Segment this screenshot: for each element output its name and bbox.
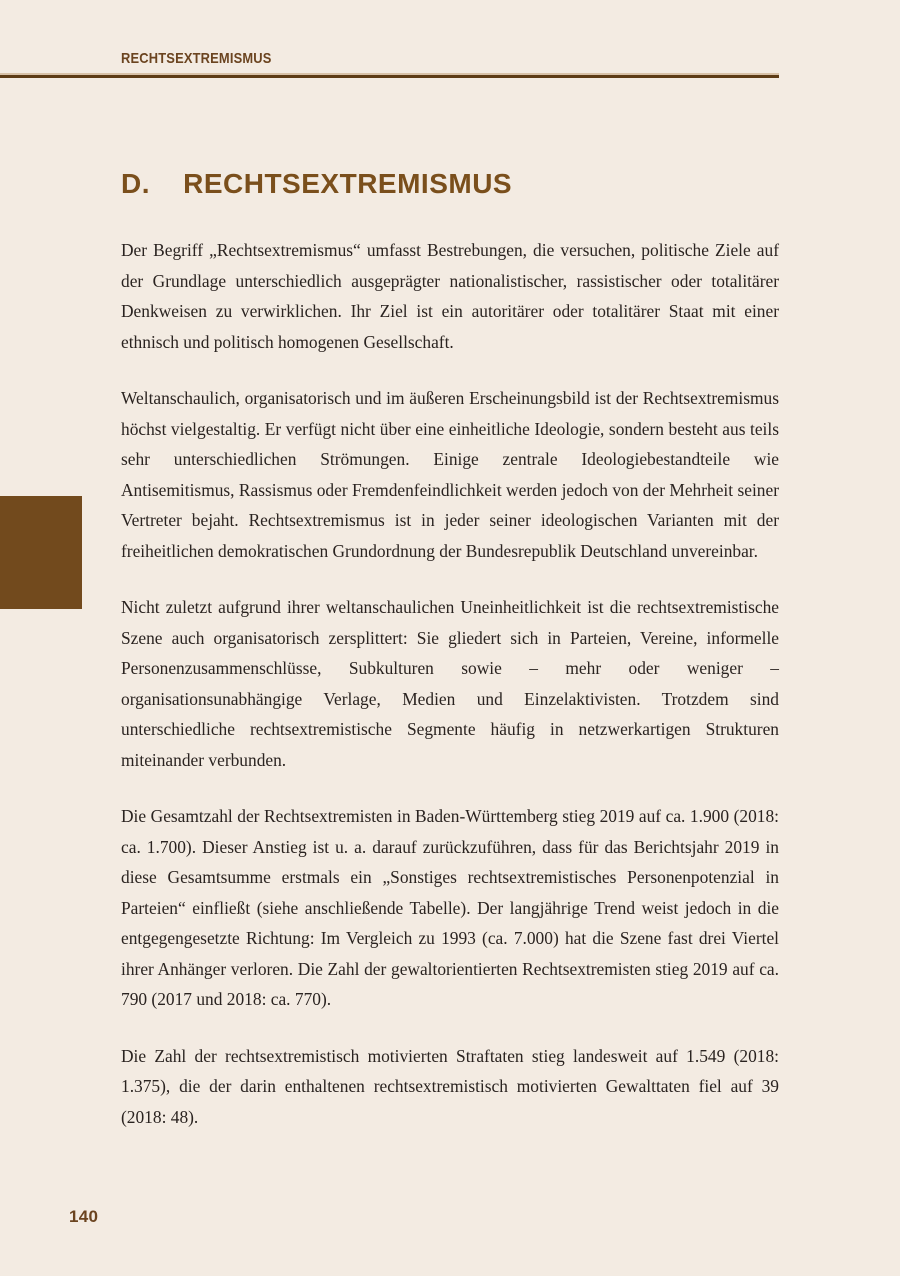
page-number: 140: [69, 1207, 99, 1226]
page-content: [121, 168, 779, 1132]
body-paragraph-5: Die Zahl der rechtsextremistisch motivierten Straftaten stieg landesweit auf 1.549 (2018: 1.375), die der darin enthaltenen rechtsextremistisch motivierten Gewalttaten fiel auf 39 (2018: 48).: [121, 1045, 779, 1127]
header-rule: [0, 75, 779, 78]
section-heading: D. RECHTSEXTREMISMUS: [121, 168, 513, 199]
body-paragraph-1: Der Begriff „Rechtsextremismus“ umfasst Bestrebungen, die versuchen, politische Ziele auf der Grundlage unterschiedlich ausgeprägter nationalistischer, rassistischer oder totalitärer Denkweisen zu verwirklichen. Ihr Ziel ist ein autoritärer oder totalitärer Staat mit einer ethnisch und politisch homogenen Gesellschaft.: [121, 240, 779, 352]
body-paragraph-2: Weltanschaulich, organisatorisch und im äußeren Erscheinungsbild ist der Rechtsextremismus höchst vielgestaltig. Er verfügt nicht über eine einheitliche Ideologie, sondern besteht aus teils sehr unterschiedlichen Strömungen. Einige zentrale Ideologiebestandteile wie Antisemitismus, Rassismus oder Fremdenfeindlichkeit werden jedoch von der Mehrheit seiner Vertreter bejaht. Rechtsextremismus ist in jeder seiner ideologischen Varianten mit der freiheitlichen demokratischen Grundordnung der Bundesrepublik Deutschland unvereinbar.: [121, 388, 779, 561]
chapter-thumb-tab: [0, 496, 82, 609]
running-header: [0, 50, 779, 80]
body-paragraph-3: Nicht zuletzt aufgrund ihrer weltanschaulichen Uneinheitlichkeit ist die rechtsextremistische Szene auch organisatorisch zersplittert: Sie gliedert sich in Parteien, Vereine, informelle Personenzusammenschlüsse, Subkulturen sowie – mehr oder weniger – organisationsunabhängige Verlage, Medien und Einzelaktivisten. Trotzdem sind unterschiedliche rechtsextremistische Segmente häufig in netzwerkartigen Strukturen miteinander verbunden.: [121, 597, 779, 770]
running-header-title: RECHTSEXTREMISMUS: [121, 50, 272, 67]
body-paragraph-4: Die Gesamtzahl der Rechtsextremisten in Baden-Württemberg stieg 2019 auf ca. 1.900 (2018: ca. 1.700). Dieser Anstieg ist u. a. darauf zurückzuführen, dass für das Berichtsjahr 2019 in diese Gesamtsumme erstmals ein „Sonstiges rechtsextremistisches Personenpotenzial in Parteien“ einfließt (siehe anschließende Tabelle). Der langjährige Trend weist jedoch in die entgegengesetzte Richtung: Im Vergleich zu 1993 (ca. 7.000) hat die Szene fast drei Viertel ihrer Anhänger verloren. Die Zahl der gewaltorientierten Rechtsextremisten stieg 2019 auf ca. 790 (2017 und 2018: ca. 770).: [121, 806, 779, 1009]
